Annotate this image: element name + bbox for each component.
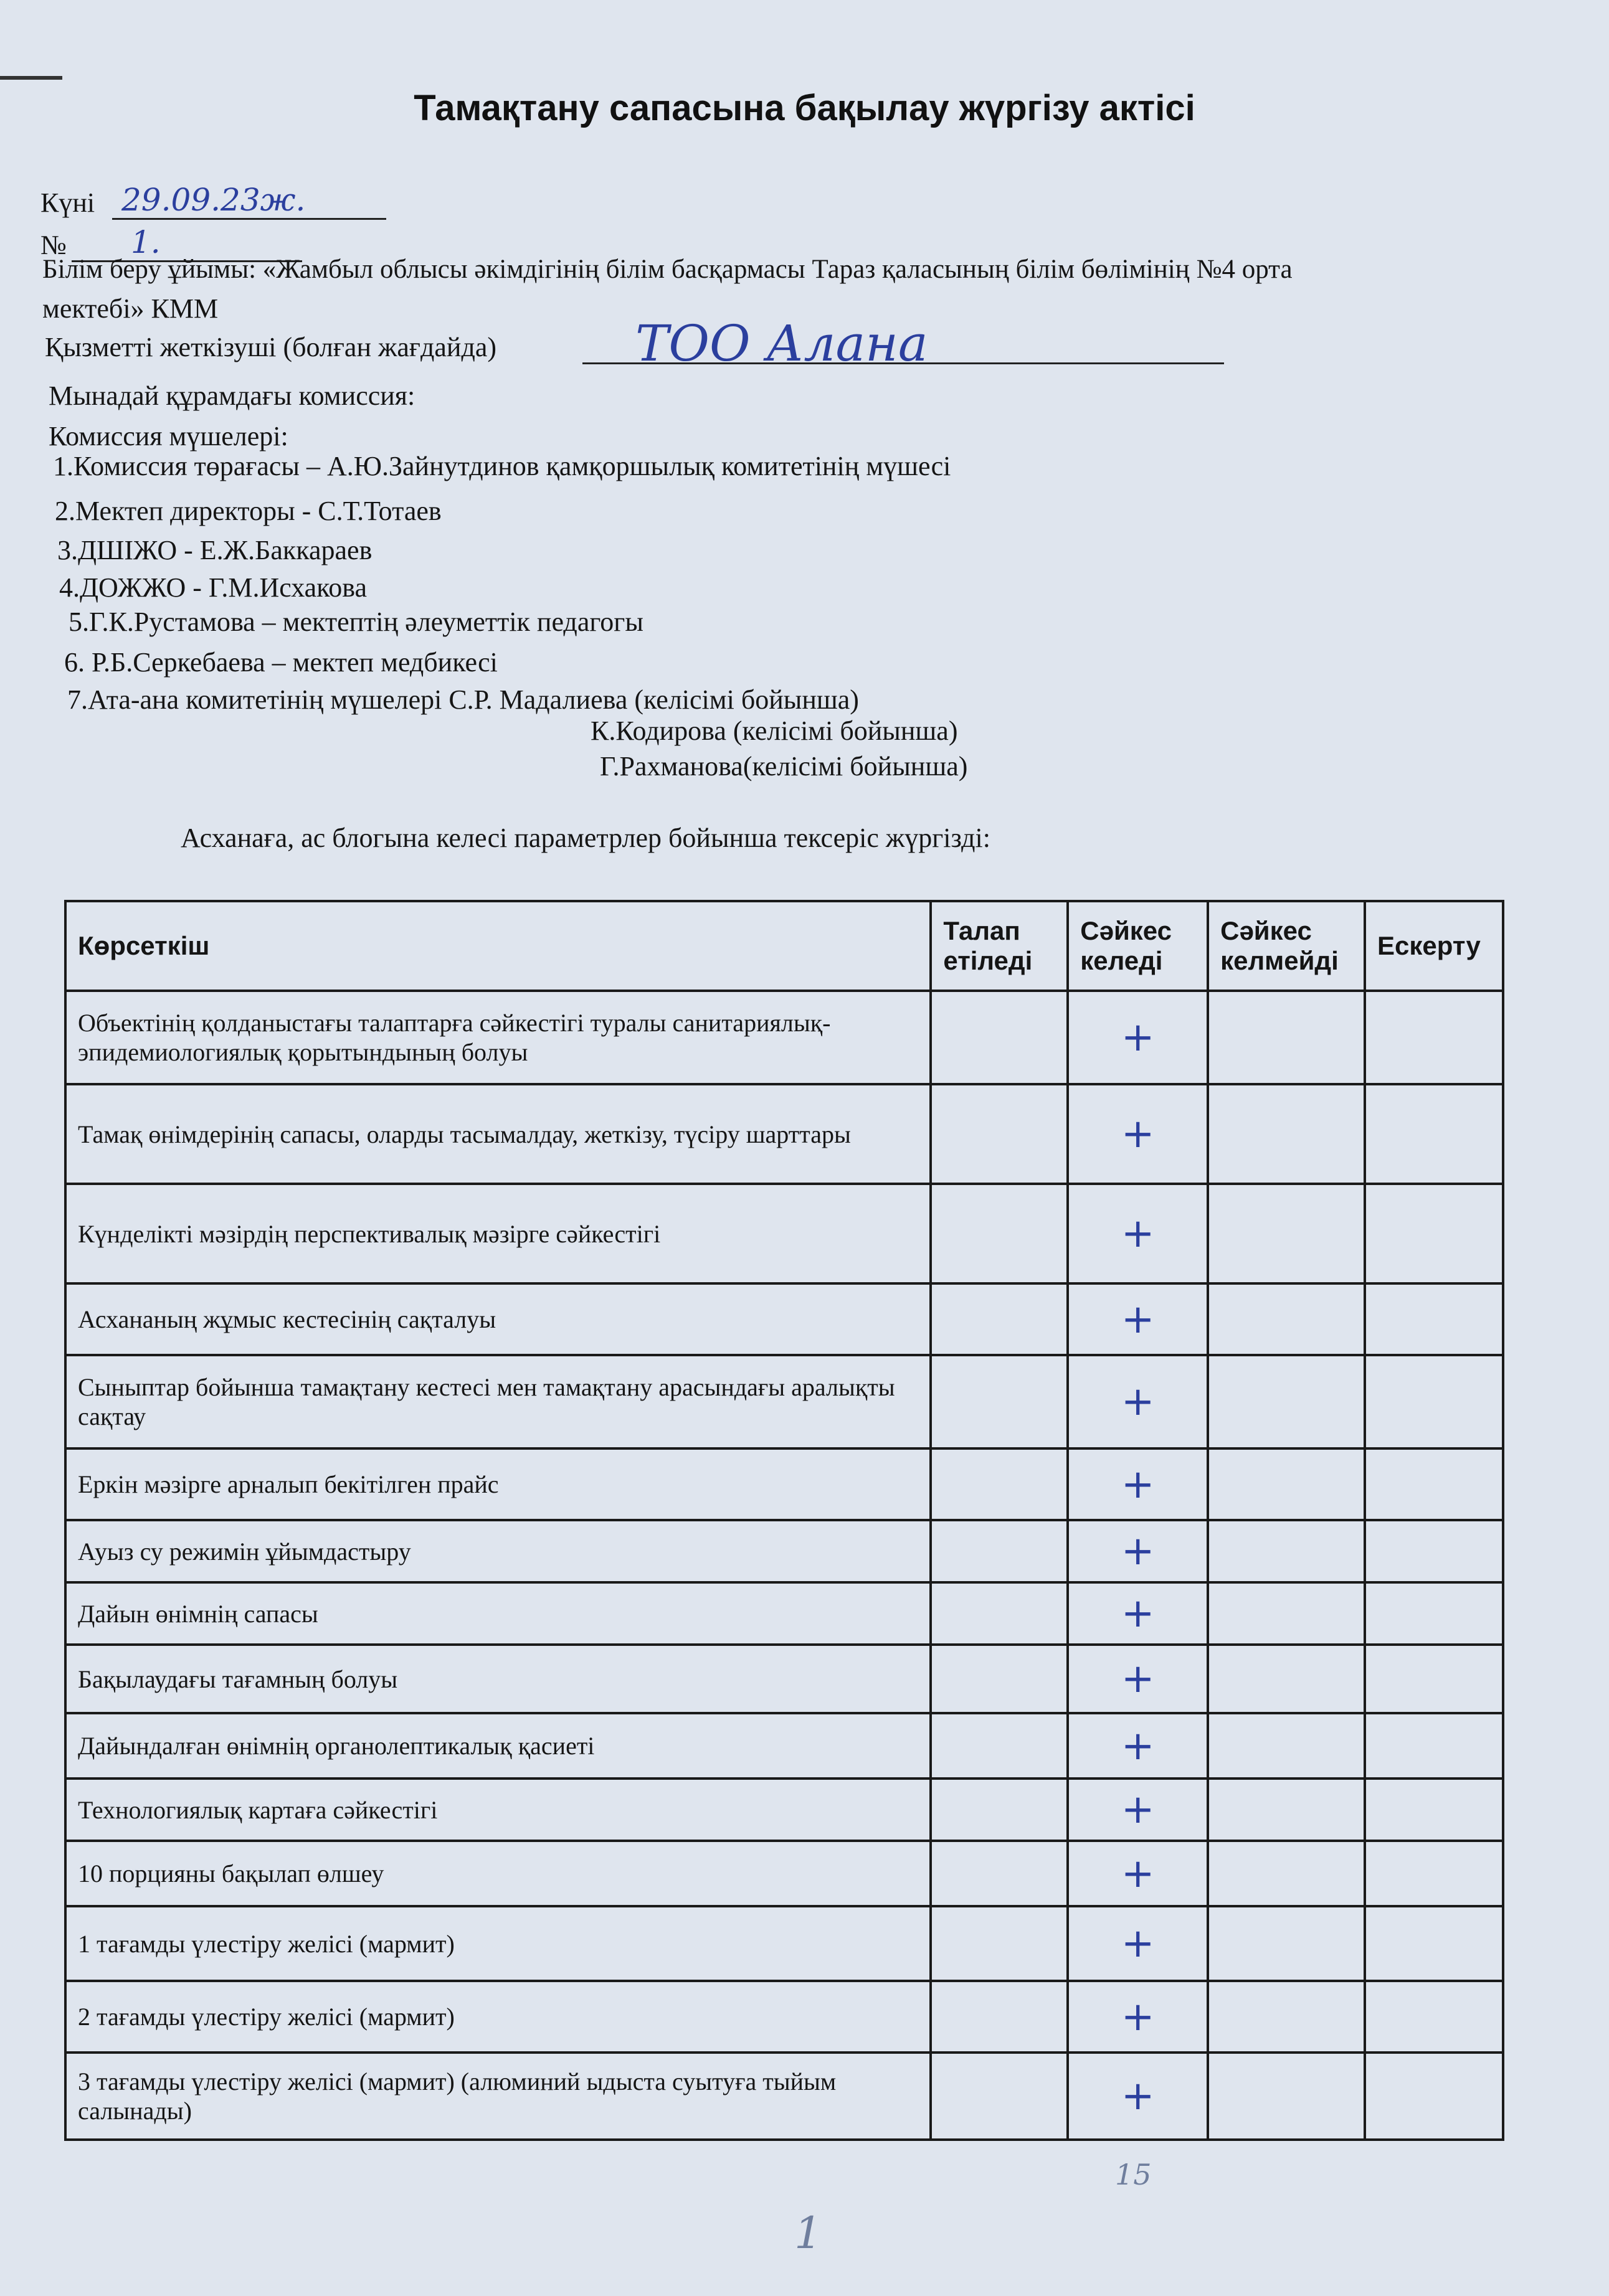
non-compliant-cell xyxy=(1208,1448,1365,1520)
required-cell xyxy=(931,1448,1068,1520)
row-label: 3 тағамды үлестіру желісі (мармит) (алюминий ыдыста суытуға тыйым салынады) xyxy=(65,2053,931,2140)
compliant-mark: + xyxy=(1068,1283,1208,1355)
row-label: Ауыз су режимін ұйымдастыру xyxy=(65,1520,931,1582)
compliant-mark: + xyxy=(1068,1582,1208,1645)
remark-cell xyxy=(1365,1713,1503,1779)
row-label: Технологиялық картаға сәйкестігі xyxy=(65,1779,931,1841)
commission-intro: Мынадай құрамдағы комиссия: xyxy=(49,380,415,411)
required-cell xyxy=(931,1520,1068,1582)
compliant-mark: + xyxy=(1068,1906,1208,1981)
non-compliant-cell xyxy=(1208,991,1365,1084)
row-label: Күнделікті мәзірдің перспективалық мәзірге сәйкестігі xyxy=(65,1184,931,1283)
row-label: Тамақ өнімдерінің сапасы, оларды тасымалдау, жеткізу, түсіру шарттары xyxy=(65,1084,931,1184)
member-5: 5.Г.К.Рустамова – мектептің әлеуметтік педагогы xyxy=(69,607,643,637)
table-row xyxy=(65,1184,1503,1283)
non-compliant-cell xyxy=(1208,1981,1365,2053)
non-compliant-cell xyxy=(1208,1283,1365,1355)
compliant-mark: + xyxy=(1068,1184,1208,1283)
table-row xyxy=(65,1283,1503,1355)
table-row xyxy=(65,1355,1503,1448)
remark-cell xyxy=(1365,1645,1503,1713)
non-compliant-cell xyxy=(1208,1713,1365,1779)
row-label: 2 тағамды үлестіру желісі (мармит) xyxy=(65,1981,931,2053)
remark-cell xyxy=(1365,991,1503,1084)
non-compliant-cell xyxy=(1208,1084,1365,1184)
required-cell xyxy=(931,1841,1068,1906)
table-row xyxy=(65,1981,1503,2053)
compliant-mark: + xyxy=(1068,1645,1208,1713)
required-cell xyxy=(931,1713,1068,1779)
non-compliant-cell xyxy=(1208,1779,1365,1841)
non-compliant-cell xyxy=(1208,1841,1365,1906)
header-remark: Ескерту xyxy=(1365,901,1503,991)
table-header-row xyxy=(65,901,1503,991)
row-label: Дайын өнімнің сапасы xyxy=(65,1582,931,1645)
required-cell xyxy=(931,1283,1068,1355)
edge-mark xyxy=(0,76,62,80)
remark-cell xyxy=(1365,1520,1503,1582)
member-7-parent-3: Г.Рахманова(келісімі бойынша) xyxy=(600,751,968,782)
member-7-parent-2: К.Кодирова (келісімі бойынша) xyxy=(591,716,958,746)
member-6: 6. Р.Б.Серкебаева – мектеп медбикесі xyxy=(64,647,498,678)
remark-cell xyxy=(1365,1779,1503,1841)
date-value: 29.09.23ж. xyxy=(121,182,306,218)
row-label: Сыныптар бойынша тамақтану кестесі мен тамақтану арасындағы аралықты сақтау xyxy=(65,1355,931,1448)
row-label: Дайындалған өнімнің органолептикалық қасиеті xyxy=(65,1713,931,1779)
table-row xyxy=(65,1582,1503,1645)
header-non-compliant: Сәйкес келмейді xyxy=(1208,901,1365,991)
compliant-mark: + xyxy=(1068,1841,1208,1906)
row-label: Еркін мәзірге арналып бекітілген прайс xyxy=(65,1448,931,1520)
supplier-label: Қызметті жеткізуші (болған жағдайда) xyxy=(45,332,497,362)
required-cell xyxy=(931,1645,1068,1713)
member-7: 7.Ата-ана комитетінің мүшелері С.Р. Мадалиева (келісімі бойынша) xyxy=(67,684,859,715)
required-cell xyxy=(931,2053,1068,2140)
remark-cell xyxy=(1365,2053,1503,2140)
compliant-mark: + xyxy=(1068,1981,1208,2053)
members-label: Комиссия мүшелері: xyxy=(49,421,288,451)
member-2: 2.Мектеп директоры - С.Т.Тотаев xyxy=(55,496,442,526)
required-cell xyxy=(931,991,1068,1084)
non-compliant-cell xyxy=(1208,1184,1365,1283)
header-required: Талап етіледі xyxy=(931,901,1068,991)
row-label: Объектінің қолданыстағы талаптарға сәйкестігі туралы санитариялық-эпидемиологиялық қорытындының болуы xyxy=(65,991,931,1084)
remark-cell xyxy=(1365,1283,1503,1355)
remark-cell xyxy=(1365,1906,1503,1981)
date-label: Күні xyxy=(40,187,95,218)
date-blank xyxy=(112,218,386,220)
document-title: Тамақтану сапасына бақылау жүргізу актісі xyxy=(414,88,1195,128)
header-compliant: Сәйкес келеді xyxy=(1068,901,1208,991)
table-row xyxy=(65,1084,1503,1184)
organization-line-1: Білім беру ұйымы: «Жамбыл облысы әкімдігінің білім басқармасы Тараз қаласының білім бөлімінің №4 орта xyxy=(42,255,1293,284)
number-label: № xyxy=(40,230,67,260)
non-compliant-cell xyxy=(1208,1355,1365,1448)
required-cell xyxy=(931,1906,1068,1981)
page-number: 1 xyxy=(794,2208,822,2259)
compliant-mark: + xyxy=(1068,1520,1208,1582)
table-row xyxy=(65,1841,1503,1906)
organization-line-2: мектебі» КММ xyxy=(42,293,219,324)
non-compliant-cell xyxy=(1208,1645,1365,1713)
non-compliant-cell xyxy=(1208,1906,1365,1981)
compliant-mark: + xyxy=(1068,1448,1208,1520)
compliant-mark: + xyxy=(1068,1713,1208,1779)
table-row xyxy=(65,991,1503,1084)
table-row xyxy=(65,1520,1503,1582)
handwritten-note: 15 xyxy=(1115,2158,1152,2191)
member-4: 4.ДОЖЖО - Г.М.Исхакова xyxy=(59,572,368,603)
remark-cell xyxy=(1365,1448,1503,1520)
required-cell xyxy=(931,1184,1068,1283)
remark-cell xyxy=(1365,1184,1503,1283)
table-row xyxy=(65,1906,1503,1981)
required-cell xyxy=(931,1355,1068,1448)
table-row xyxy=(65,1713,1503,1779)
non-compliant-cell xyxy=(1208,1582,1365,1645)
number-value: 1. xyxy=(131,224,161,260)
non-compliant-cell xyxy=(1208,1520,1365,1582)
member-3: 3.ДШІЖО - Е.Ж.Баккараев xyxy=(57,535,373,565)
required-cell xyxy=(931,1582,1068,1645)
supplier-value: ТОО Алана xyxy=(635,314,928,372)
row-label: 1 тағамды үлестіру желісі (мармит) xyxy=(65,1906,931,1981)
row-label: Бақылаудағы тағамның болуы xyxy=(65,1645,931,1713)
remark-cell xyxy=(1365,1841,1503,1906)
remark-cell xyxy=(1365,1582,1503,1645)
inspection-table xyxy=(64,900,1504,2141)
compliant-mark: + xyxy=(1068,1779,1208,1841)
remark-cell xyxy=(1365,1981,1503,2053)
required-cell xyxy=(931,1779,1068,1841)
non-compliant-cell xyxy=(1208,2053,1365,2140)
compliant-mark: + xyxy=(1068,2053,1208,2140)
member-1: 1.Комиссия төрағасы – А.Ю.Зайнутдинов қамқоршылық комитетінің мүшесі xyxy=(53,451,951,481)
table-row xyxy=(65,1645,1503,1713)
remark-cell xyxy=(1365,1355,1503,1448)
required-cell xyxy=(931,1084,1068,1184)
row-label: 10 порцияны бақылап өлшеу xyxy=(65,1841,931,1906)
table-row xyxy=(65,1448,1503,1520)
compliant-mark: + xyxy=(1068,1355,1208,1448)
remark-cell xyxy=(1365,1084,1503,1184)
inspection-intro: Асханаға, ас блогына келесі параметрлер бойынша тексеріс жүргізді: xyxy=(181,823,990,853)
table-row xyxy=(65,2053,1503,2140)
header-indicator: Көрсеткіш xyxy=(65,901,931,991)
table-row xyxy=(65,1779,1503,1841)
row-label: Асхананың жұмыс кестесінің сақталуы xyxy=(65,1283,931,1355)
required-cell xyxy=(931,1981,1068,2053)
compliant-mark: + xyxy=(1068,1084,1208,1184)
compliant-mark: + xyxy=(1068,991,1208,1084)
